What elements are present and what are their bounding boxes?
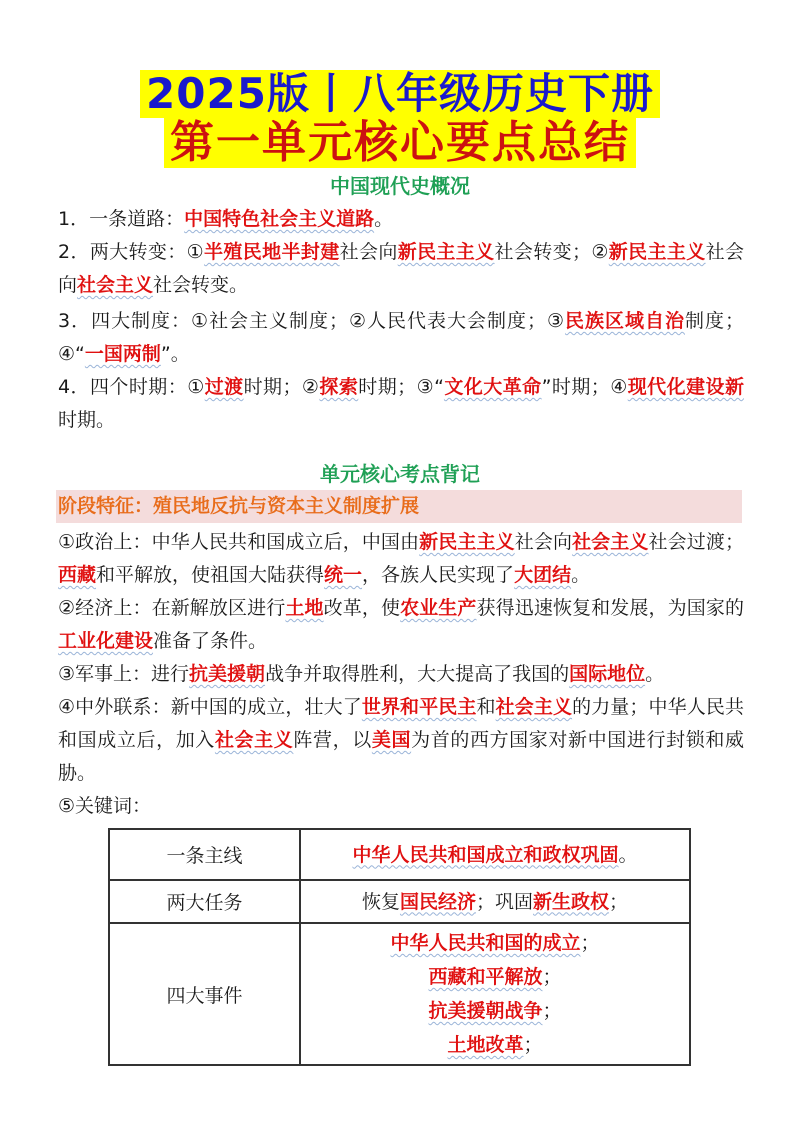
highlighted-keyword: 社会主义 <box>572 531 649 553</box>
highlighted-keyword: 国民经济 <box>399 890 476 913</box>
table-key-cell: 四大事件 <box>109 923 300 1065</box>
text-segment: 社会过渡； <box>648 531 744 553</box>
text-segment: 为首的西方国家对新中国进行封锁和威胁。 <box>58 729 744 784</box>
text-segment: 。 <box>571 564 591 586</box>
text-segment: 和平解放，使祖国大陆获得 <box>96 564 325 586</box>
text-segment: ”。 <box>160 343 190 365</box>
highlighted-keyword: 美国 <box>371 729 412 751</box>
highlighted-keyword: 新民主主义 <box>608 241 706 263</box>
text-segment: 。 <box>374 208 394 230</box>
text-segment: 和 <box>476 696 496 718</box>
highlighted-keyword: 文化大革命 <box>443 376 542 398</box>
highlighted-keyword: 大团结 <box>514 564 572 586</box>
table-value-cell <box>300 923 690 1065</box>
highlighted-keyword: 新民主主义 <box>419 531 515 553</box>
table-row <box>109 829 690 880</box>
highlighted-keyword: 抗美援朝战争 <box>428 1000 543 1022</box>
highlighted-keyword: 新民主主义 <box>397 241 495 263</box>
highlighted-keyword: 现代化建设新 <box>627 376 744 398</box>
table-key-cell: 两大任务 <box>109 880 300 923</box>
overview-heading: 中国现代史概况 <box>330 174 470 198</box>
text-segment: 3．四大制度：①社会主义制度；②人民代表大会制度；③ <box>58 310 566 332</box>
overview-item <box>58 203 744 236</box>
table-key-cell: 一条主线 <box>109 829 300 880</box>
table-value-cell <box>300 880 690 923</box>
highlighted-keyword: 统一 <box>324 564 363 586</box>
highlighted-keyword: 探索 <box>319 376 359 398</box>
text-segment: ③军事上：进行 <box>58 663 190 685</box>
text-segment: 改革，使 <box>323 597 401 619</box>
text-segment: ⑤关键词： <box>58 795 152 817</box>
text-segment: 战争并取得胜利，大大提高了我国的 <box>265 663 570 685</box>
highlighted-keyword: 世界和平民主 <box>361 696 477 718</box>
text-segment: ； <box>609 890 629 913</box>
highlighted-keyword: 西藏和平解放 <box>428 966 543 988</box>
core-item-foreign-relations <box>58 691 744 790</box>
text-segment: 社会向 <box>58 241 744 296</box>
overview-item <box>58 236 744 302</box>
table-row <box>109 923 690 1065</box>
highlighted-keyword: 工业化建设 <box>58 630 154 652</box>
text-segment: 获得迅速恢复和发展，为国家的 <box>476 597 744 619</box>
text-segment: ④中外联系：新中国的成立，壮大了 <box>58 696 362 718</box>
core-item-economy <box>58 592 744 658</box>
text-segment: ； <box>542 966 562 988</box>
core-item-politics <box>58 526 744 592</box>
keywords-table <box>108 828 691 1066</box>
highlighted-keyword: 民族区域自治 <box>565 310 685 332</box>
core-heading: 单元核心考点背记 <box>320 462 480 486</box>
text-segment: 准备了条件。 <box>153 630 268 652</box>
table-value-cell <box>300 829 690 880</box>
highlighted-keyword: 土地 <box>285 597 324 619</box>
highlighted-keyword: 农业生产 <box>400 597 477 619</box>
text-segment: ；巩固 <box>475 890 533 913</box>
text-segment: ，各族人民实现了 <box>362 564 515 586</box>
highlighted-keyword: 抗美援朝 <box>189 663 266 685</box>
highlighted-keyword: 新生政权 <box>533 890 610 913</box>
highlighted-keyword: 中华人民共和国成立和政权巩固 <box>352 843 619 866</box>
text-segment: ； <box>542 1000 562 1022</box>
core-item-military <box>58 658 744 691</box>
highlighted-keyword: 中国特色社会主义道路 <box>184 208 375 230</box>
highlighted-keyword: 中华人民共和国的成立 <box>390 932 581 954</box>
highlighted-keyword: 国际地位 <box>569 663 646 685</box>
text-segment: 。 <box>618 843 638 866</box>
overview-item <box>58 371 744 437</box>
text-segment: 4．四个时期：① <box>58 376 205 398</box>
highlighted-keyword: 社会主义 <box>495 696 573 718</box>
text-segment: 1．一条道路： <box>58 208 185 230</box>
title-line-2: 第一单元核心要点总结 <box>164 118 636 168</box>
text-segment: 时期；② <box>243 376 320 398</box>
text-segment: ； <box>523 1034 543 1056</box>
overview-item <box>58 305 744 371</box>
text-segment: 社会向 <box>339 241 398 263</box>
highlighted-keyword: 半殖民地半封建 <box>204 241 340 263</box>
text-segment: 时期；③“ <box>358 376 444 398</box>
text-segment: 时期。 <box>58 409 116 431</box>
highlighted-keyword: 西藏 <box>58 564 97 586</box>
text-segment: 。 <box>645 663 665 685</box>
highlighted-keyword: 社会主义 <box>214 729 294 751</box>
title-line-1: 2025版丨八年级历史下册 <box>140 70 660 118</box>
text-segment: ”时期；④ <box>541 376 628 398</box>
text-segment: 恢复 <box>361 890 400 913</box>
text-segment: ②经济上：在新解放区进行 <box>58 597 286 619</box>
text-segment: 制度；④“ <box>58 310 744 365</box>
text-segment: ； <box>580 932 600 954</box>
stage-banner: 阶段特征：殖民地反抗与资本主义制度扩展 <box>56 490 742 523</box>
text-segment: 2．两大转变：① <box>58 241 205 263</box>
text-segment: 社会转变；② <box>494 241 609 263</box>
text-segment: 阵营，以 <box>293 729 372 751</box>
core-item-keywords-label <box>58 790 744 823</box>
text-segment: 社会转变。 <box>153 274 249 296</box>
highlighted-keyword: 土地改革 <box>447 1034 524 1056</box>
highlighted-keyword: 过渡 <box>204 376 244 398</box>
text-segment: 社会向 <box>514 531 573 553</box>
highlighted-keyword: 一国两制 <box>84 343 161 365</box>
title-block <box>0 70 800 168</box>
table-row <box>109 880 690 923</box>
text-segment: 的力量；中华人民共和国成立后，加入 <box>58 696 744 751</box>
text-segment: ①政治上：中华人民共和国成立后，中国由 <box>58 531 420 553</box>
highlighted-keyword: 社会主义 <box>77 274 154 296</box>
